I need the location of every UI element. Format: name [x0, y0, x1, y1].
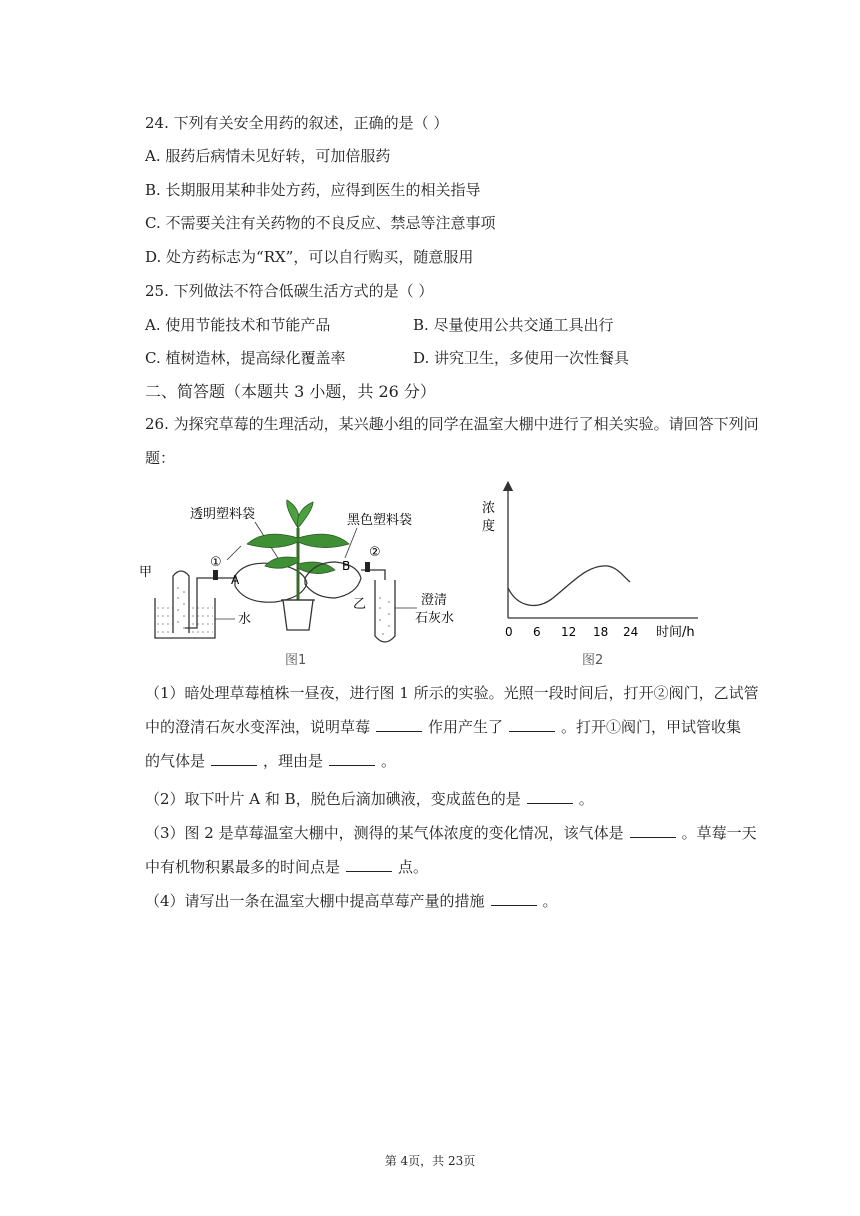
q24-stem: 24. 下列有关安全用药的叙述，正确的是（ ） [145, 114, 449, 132]
label-black-bag: 黑色塑料袋 [347, 513, 413, 528]
figure-1-caption: 图1 [285, 653, 307, 668]
answer-blank[interactable] [491, 891, 537, 906]
answer-blank[interactable] [211, 751, 257, 766]
valve-2-icon [365, 562, 370, 572]
answer-blank[interactable] [346, 857, 392, 872]
q25-option-b: B. 尽量使用公共交通工具出行 [413, 316, 614, 334]
x-tick-24: 24 [623, 625, 639, 639]
subq-3-text: 中有机物积累最多的时间点是 [145, 858, 341, 876]
label-yi: 乙 [353, 597, 367, 612]
subq-2-text: （2）取下叶片 A 和 B，脱色后滴加碘液，变成蓝色的是 [145, 790, 521, 808]
q24-option-a: A. 服药后病情未见好转，可加倍服药 [145, 147, 391, 165]
clear-bag [235, 563, 307, 602]
subq-3-text: 点。 [398, 858, 429, 876]
label-clear-bag: 透明塑料袋 [190, 507, 256, 522]
subq-4-text: （4）请写出一条在温室大棚中提高草莓产量的措施 [145, 892, 485, 910]
subq-2-text: 。 [578, 790, 594, 808]
figure-2-caption: 图2 [582, 653, 604, 668]
subq-1-line-c [145, 744, 765, 778]
label-valve-2: ② [369, 545, 381, 560]
subq-1-text: 的气体是 [145, 752, 206, 770]
q24-option-b: B. 长期服用某种非处方药，应得到医生的相关指导 [145, 181, 481, 199]
q24-option-d: D. 处方药标志为“RX”，可以自行购买，随意服用 [145, 248, 474, 266]
page-footer: 第 4页，共 23页 [384, 1154, 476, 1168]
x-tick-18: 18 [593, 625, 609, 639]
leaf-b-label: B [342, 559, 351, 573]
answer-blank[interactable] [630, 823, 676, 838]
figure-2-chart [478, 478, 708, 673]
subq-3-line-a [145, 816, 765, 850]
leaf-a-label: A [231, 573, 240, 587]
subq-4 [145, 884, 765, 918]
x-tick-12: 12 [561, 625, 577, 639]
x-tick-6: 6 [533, 625, 541, 639]
label-limewater-2: 石灰水 [415, 611, 455, 626]
label-jia: 甲 [139, 565, 153, 580]
subq-1-text: 。打开①阀门，甲试管收集 [561, 718, 742, 736]
x-axis-label: 时间/h [656, 625, 695, 640]
valve-1-icon [213, 570, 218, 580]
answer-blank[interactable] [527, 789, 573, 804]
subq-3-line-b [145, 850, 765, 884]
plant-icon [247, 500, 349, 630]
subq-1-line-b [145, 710, 765, 744]
q25-option-d: D. 讲究卫生，多使用一次性餐具 [413, 349, 630, 367]
subq-2 [145, 782, 765, 816]
subq-1-text: ，理由是 [263, 752, 324, 770]
beaker-jia [155, 571, 215, 638]
x-tick-0: 0 [505, 625, 513, 639]
concentration-curve [508, 566, 630, 606]
q24-option-c: C. 不需要关注有关药物的不良反应、禁忌等注意事项 [145, 214, 496, 232]
answer-blank[interactable] [376, 717, 422, 732]
label-valve-1: ① [210, 555, 222, 570]
answer-blank[interactable] [509, 717, 555, 732]
subq-1-line-a: （1）暗处理草莓植株一昼夜，进行图 1 所示的实验。光照一段时间后，打开②阀门，乙试管 [145, 684, 759, 702]
q25-option-c: C. 植树造林，提高绿化覆盖率 [145, 349, 346, 367]
label-water: 水 [238, 612, 252, 627]
y-label-2: 度 [482, 519, 496, 534]
q25-stem: 25. 下列做法不符合低碳生活方式的是（ ） [145, 282, 434, 300]
subq-1-text: 。 [381, 752, 397, 770]
subq-1-text: 中的澄清石灰水变浑浊，说明草莓 [145, 718, 371, 736]
subq-1-text: 作用产生了 [428, 718, 504, 736]
label-limewater-1: 澄清 [421, 593, 448, 608]
figure-1-apparatus [135, 488, 475, 673]
y-label-1: 浓 [482, 501, 496, 516]
subq-3-text: （3）图 2 是草莓温室大棚中，测得的某气体浓度的变化情况，该气体是 [145, 824, 624, 842]
test-tube-yi [375, 580, 395, 642]
section-heading: 二、简答题（本题共 3 小题，共 26 分） [145, 382, 436, 401]
answer-blank[interactable] [329, 751, 375, 766]
subq-4-text: 。 [542, 892, 558, 910]
subq-3-text: 。草莓一天 [681, 824, 757, 842]
q25-option-a: A. 使用节能技术和节能产品 [145, 316, 331, 334]
q26-stem: 26. 为探究草莓的生理活动，某兴趣小组的同学在温室大棚中进行了相关实验。请回答下列问题： [145, 415, 759, 467]
